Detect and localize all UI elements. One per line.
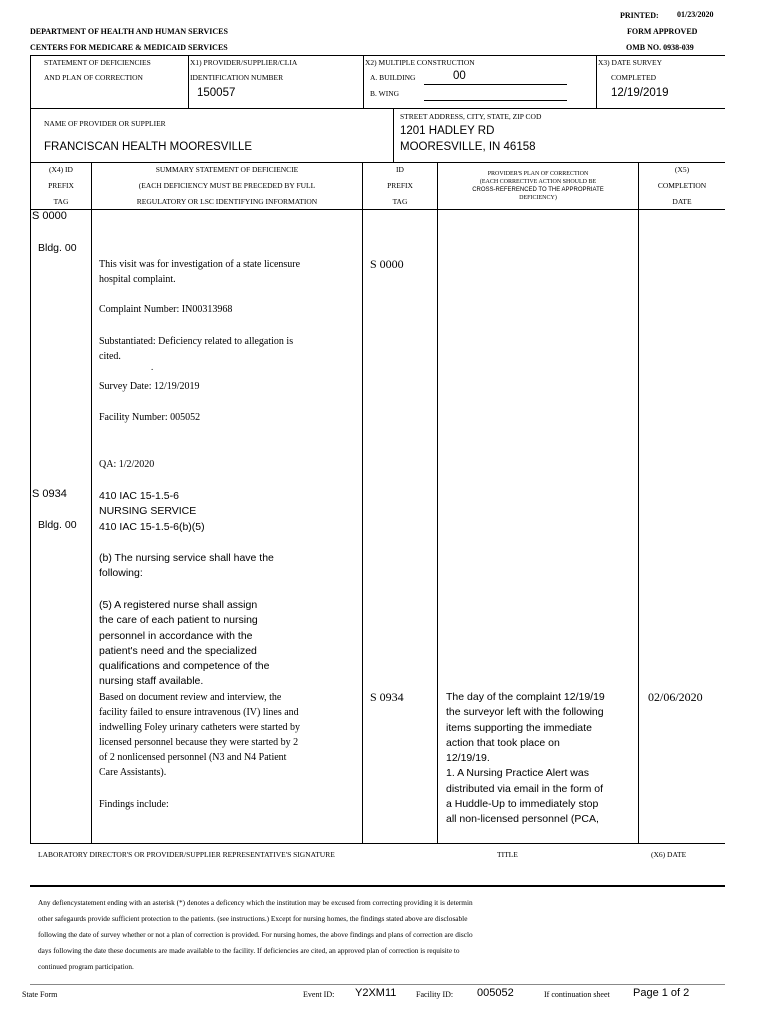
x4-tag-header: TAG [53, 197, 69, 206]
printed-date: 01/23/2020 [677, 10, 714, 19]
x6-date-label: (X6) DATE [651, 850, 687, 859]
column-divider [638, 162, 639, 844]
title-label: TITLE [497, 850, 518, 859]
completed-label: COMPLETED [611, 73, 656, 82]
building-tag: Bldg. 00 [38, 242, 77, 254]
tag-s0934: S 0934 [32, 488, 67, 500]
survey-date-value: 12/19/2019 [611, 87, 669, 99]
x4-prefix-header: PREFIX [48, 181, 74, 190]
column-divider [362, 162, 363, 844]
date-survey-label: X3) DATE SURVEY [598, 58, 662, 67]
page-number: Page 1 of 2 [633, 987, 690, 999]
visit-description: This visit was for investigation of a state licensure hospital complaint. [99, 259, 301, 285]
city-state-zip-value: MOORESVILLE, IN 46158 [400, 141, 536, 153]
top-box-left-border [30, 55, 31, 108]
completion-header: COMPLETION [657, 181, 707, 190]
signature-label: LABORATORY DIRECTOR'S OR PROVIDER/SUPPLIER REPRESENTATIVE'S SIGNATURE [38, 850, 335, 859]
facility-id-value: 005052 [477, 987, 514, 999]
column-divider [91, 162, 92, 844]
department-title: DEPARTMENT OF HEALTH AND HUMAN SERVICES [30, 27, 228, 36]
summary-header: SUMMARY STATEMENT OF DEFICIENCIE [155, 165, 299, 174]
complaint-number: Complaint Number: IN00313968 [99, 304, 233, 315]
top-box-divider [363, 55, 364, 108]
statement-label: STATEMENT OF DEFICIENCIES [44, 58, 151, 67]
top-box-border [30, 108, 725, 109]
x5-header: (X5) [674, 165, 690, 174]
summary-instruction-header: (EACH DEFICIENCY MUST BE PRECEDED BY FULL [138, 181, 316, 190]
facility-number-text: Facility Number: 005052 [99, 412, 201, 423]
provider-clia-label: X1) PROVIDER/SUPPLIER/CLIA [190, 58, 298, 67]
plan-deficiency-header: DEFICIENCY) [519, 195, 557, 201]
signature-rule [30, 885, 725, 887]
plan-instruction-header: (EACH CORRECTIVE ACTION SHOULD BE [479, 179, 597, 185]
omb-number: OMB NO. 0938-039 [626, 43, 694, 52]
multiple-construction-label: X2) MULTIPLE CONSTRUCTION [365, 58, 475, 67]
footer-rule [30, 984, 725, 985]
completion-date-value: 02/06/2020 [648, 690, 703, 704]
event-id-value: Y2XM11 [355, 987, 397, 999]
street-address-value: 1201 HADLEY RD [400, 125, 495, 137]
provider-box-border [30, 162, 725, 163]
finding-summary: Based on document review and interview, the facility failed to ensure intravenous (IV) lines and indwelling Foley urinary catheters were started by licensed personnel because they were started by 2 of 2 nonlicensed personnel (N3 and N4 Patient Care Assistants). [99, 692, 301, 778]
printed-label: PRINTED: [620, 11, 659, 20]
identification-number-label: IDENTIFICATION NUMBER [190, 73, 284, 82]
street-address-label: STREET ADDRESS, CITY, STATE, ZIP COD [400, 112, 542, 121]
centers-title: CENTERS FOR MEDICARE & MEDICAID SERVICES [30, 43, 228, 52]
building-tag: Bldg. 00 [38, 519, 77, 531]
findings-include: Findings include: [99, 799, 169, 810]
plan-header: PROVIDER'S PLAN OF CORRECTION [487, 171, 589, 177]
provider-name-label: NAME OF PROVIDER OR SUPPLIER [44, 119, 166, 128]
disclosure-note: Any defiencystatement ending with an asterisk (*) denotes a deficency which the institution may be excused from correcting providing it is determin other safegaurds provide sufficient protection to the patients. (see instructions.) Except for nursing homes, the findings stated above are disclosable following the date of survey whether or not a plan of correction is provided. For nursing homes, the above findings and plans of correction are disclo days following the date these documents are made available to the facility. If deficiencies are cited, an approved plan of correction is requisite to continued program participation. [38, 898, 473, 971]
provider-box-left-border [30, 108, 31, 163]
qa-date-text: QA: 1/2/2020 [99, 459, 155, 470]
tag-s0934-right: S 0934 [370, 690, 404, 704]
top-box-divider [596, 55, 597, 108]
event-id-label: Event ID: [303, 990, 335, 999]
state-form-label: State Form [22, 990, 58, 999]
x4-id-header: (X4) ID [49, 165, 73, 174]
tag-s0000-right: S 0000 [370, 257, 404, 271]
table-left-border [30, 162, 31, 844]
registered-nurse-text: (5) A registered nurse shall assign the care of each patient to nursing personnel in accordance with the patient's need and the specialized qualifications and competence of the nursing staff available. [99, 599, 270, 688]
form-approved: FORM APPROVED [627, 27, 698, 36]
substantiated-text: Substantiated: Deficiency related to allegation is cited. [99, 336, 294, 362]
facility-id-label: Facility ID: [416, 990, 454, 999]
id-prefix-header: PREFIX [387, 181, 413, 190]
continuation-label: If continuation sheet [544, 990, 610, 999]
building-label: A. BUILDING [370, 73, 416, 82]
provider-box-divider [393, 108, 394, 163]
id-header: ID [396, 165, 404, 174]
plan-cross-reference-header: CROSS-REFERENCED TO THE APPROPRIATE [472, 187, 604, 193]
survey-date-text: Survey Date: 12/19/2019 [99, 381, 200, 392]
column-divider [437, 162, 438, 844]
id-tag-header: TAG [392, 197, 408, 206]
provider-name-value: FRANCISCAN HEALTH MOORESVILLE [44, 141, 253, 153]
nursing-service-text: (b) The nursing service shall have the following: [99, 552, 274, 580]
column-header-border [30, 209, 725, 210]
top-box-border [30, 55, 725, 56]
tag-s0000: S 0000 [32, 210, 67, 222]
regulation-citation: 410 IAC 15-1.5-6 NURSING SERVICE 410 IAC 15-1.5-6(b)(5) [99, 490, 205, 533]
building-underline [424, 84, 567, 85]
wing-underline [424, 100, 567, 101]
table-bottom-border [30, 843, 725, 844]
summary-regulatory-header: REGULATORY OR LSC IDENTIFYING INFORMATION [136, 197, 318, 206]
stray-dot: . [151, 362, 154, 372]
plan-of-correction-text: The day of the complaint 12/19/19 the surveyor left with the following items supporting the immediate action that took place on 12/19/19. 1. A Nursing Practice Alert was distributed via email in the form of a Huddle-Up to immediately stop all non-licensed personnel (PCA, [446, 691, 605, 826]
date-header: DATE [672, 197, 692, 206]
wing-label: B. WING [370, 89, 400, 98]
building-value: 00 [453, 70, 466, 82]
top-box-divider [188, 55, 189, 108]
provider-id-value: 150057 [197, 87, 236, 99]
plan-of-correction-label: AND PLAN OF CORRECTION [44, 73, 143, 82]
